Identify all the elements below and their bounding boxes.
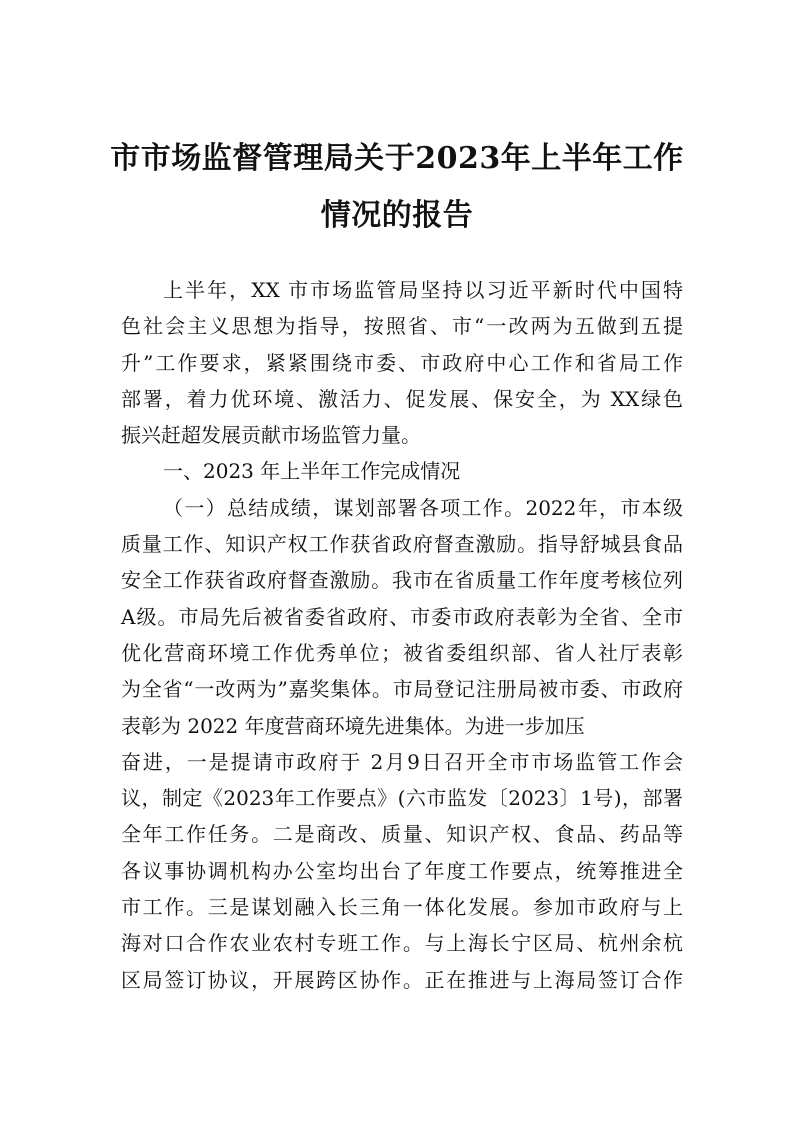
document-body <box>121 272 683 998</box>
title-line-2: 情况的报告 <box>320 198 474 233</box>
paragraph-intro-line: 振兴赶超发展贡献市场监管力量。 <box>121 423 421 448</box>
paragraph-intro-line: 升”工作要求，紧紧围绕市委、市政府中心工作和省局工作 <box>121 350 683 375</box>
paragraph-section-line: 海对口合作农业农村专班工作。与上海长宁区局、杭州余杭 <box>121 931 683 956</box>
section-heading-1: 一、2023 年上半年工作完成情况 <box>163 459 461 484</box>
paragraph-section-line: 为全省“一改两为”嘉奖集体。市局登记注册局被市委、市政府 <box>121 677 683 702</box>
paragraph-intro-line: 色社会主义思想为指导，按照省、市“一改两为五做到五提 <box>121 314 683 339</box>
paragraph-section-line: 质量工作、知识产权工作获省政府督查激励。指导舒城县食品 <box>121 532 683 557</box>
paragraph-intro-line: 上半年，XX 市市场监管局坚持以习近平新时代中国特 <box>163 278 683 302</box>
paragraph-section-line: 全年工作任务。二是商改、质量、知识产权、食品、药品等 <box>121 822 683 847</box>
paragraph-section-line: 各议事协调机构办公室均出台了年度工作要点，统筹推进全 <box>121 858 683 883</box>
title-line-1: 市市场监督管理局关于2023年上半年工作 <box>110 141 684 176</box>
paragraph-section-line: 奋进，一是提请市政府于 2月9日召开全市市场监管工作会 <box>121 749 683 774</box>
paragraph-section-line: A级。市局先后被省委省政府、市委市政府表彰为全省、全市 <box>121 604 683 629</box>
paragraph-section-line: 市工作。三是谋划融入长三角一体化发展。参加市政府与上 <box>121 895 683 920</box>
paragraph-section-line: 安全工作获省政府督查激励。我市在省质量工作年度考核位列 <box>121 568 683 593</box>
paragraph-intro-line: 部署，着力优环境、激活力、促发展、保安全，为 XX绿色 <box>121 386 683 411</box>
paragraph-section-line: 议，制定《2023年工作要点》(六市监发〔2023〕1号)，部署 <box>121 786 683 811</box>
paragraph-section-line: （一）总结成绩，谋划部署各项工作。2022年，市本级 <box>163 495 683 520</box>
paragraph-section-line: 表彰为 2022 年度营商环境先进集体。为进一步加压 <box>121 713 585 738</box>
paragraph-section-line: 区局签订协议，开展跨区协作。正在推进与上海局签订合作 <box>121 967 683 992</box>
document-title <box>0 130 794 244</box>
paragraph-section-line: 优化营商环境工作优秀单位；被省委组织部、省人社厅表彰 <box>121 640 683 665</box>
